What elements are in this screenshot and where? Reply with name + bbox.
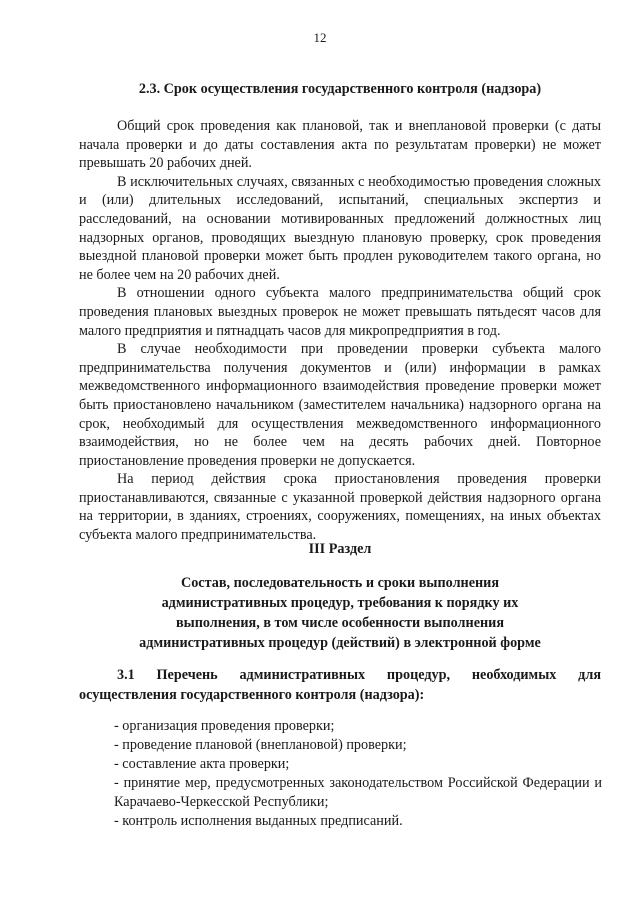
paragraph: Общий срок проведения как плановой, так и внеплановой проверки (с даты начала проверки и до даты составления акта по результатам проверки) не может превышать 20 рабочих дней. [79, 118, 601, 172]
list-item: - контроль исполнения выданных предписаний. [114, 813, 403, 829]
page-number: 12 [313, 30, 327, 45]
section-2-3-body [79, 117, 601, 545]
paragraph: В случае необходимости при проведении проверки субъекта малого предпринимательства получения документов и (или) информации в рамках межведомственного информационного взаимодействия проведение проверки может быть приостановлено начальником (заместителем начальника) надзорного органа на срок, необходимый для осуществления межведомственного информационного взаимодействия, но не более чем на десять рабочих дней. Повторное приостановление проведения проверки не допускается. [79, 341, 601, 469]
paragraph: На период действия срока приостановления проведения проверки приостанавливаются, связанные с указанной проверкой действия надзорного органа на территории, в зданиях, строениях, сооружениях, помещениях, на иных объектах субъекта малого предпринимательства. [79, 471, 601, 544]
list-item: - проведение плановой (внеплановой) проверки; [114, 737, 407, 753]
procedures-list [114, 717, 602, 831]
list-item: - составление акта проверки; [114, 756, 290, 772]
section-3-1-heading: 3.1 Перечень административных процедур, необходимых для осуществления государственного контроля (надзора): [79, 667, 601, 703]
section-2-3-heading: 2.3. Срок осуществления государственного контроля (надзора) [138, 81, 542, 97]
paragraph: В исключительных случаях, связанных с необходимостью проведения сложных и (или) длительных исследований, испытаний, специальных экспертиз и расследований, на основании мотивированных предложений должностных лиц надзорных органов, проводящих выездную плановую проверку, срок проведения выездной плановой проверки может быть продлен руководителем такого органа, но не более чем на 20 рабочих дней. [79, 173, 601, 283]
section-3-title: III Раздел [308, 541, 372, 557]
paragraph: В отношении одного субъекта малого предпринимательства общий срок проведения плановых выездных проверок не может превышать пятьдесят часов для малого предприятия и пятнадцать часов для микропредприятия в год. [79, 285, 601, 339]
list-item: - принятие мер, предусмотренных законодательством Российской Федерации и Карачаево-Черкесской Республики; [114, 775, 602, 810]
list-item: - организация проведения проверки; [114, 718, 335, 734]
section-3-subtitle: Состав, последовательность и сроки выполнения административных процедур, требования к порядку их выполнения, в том числе особенности выполнения административных процедур (действий) в электронной форме [139, 575, 541, 651]
